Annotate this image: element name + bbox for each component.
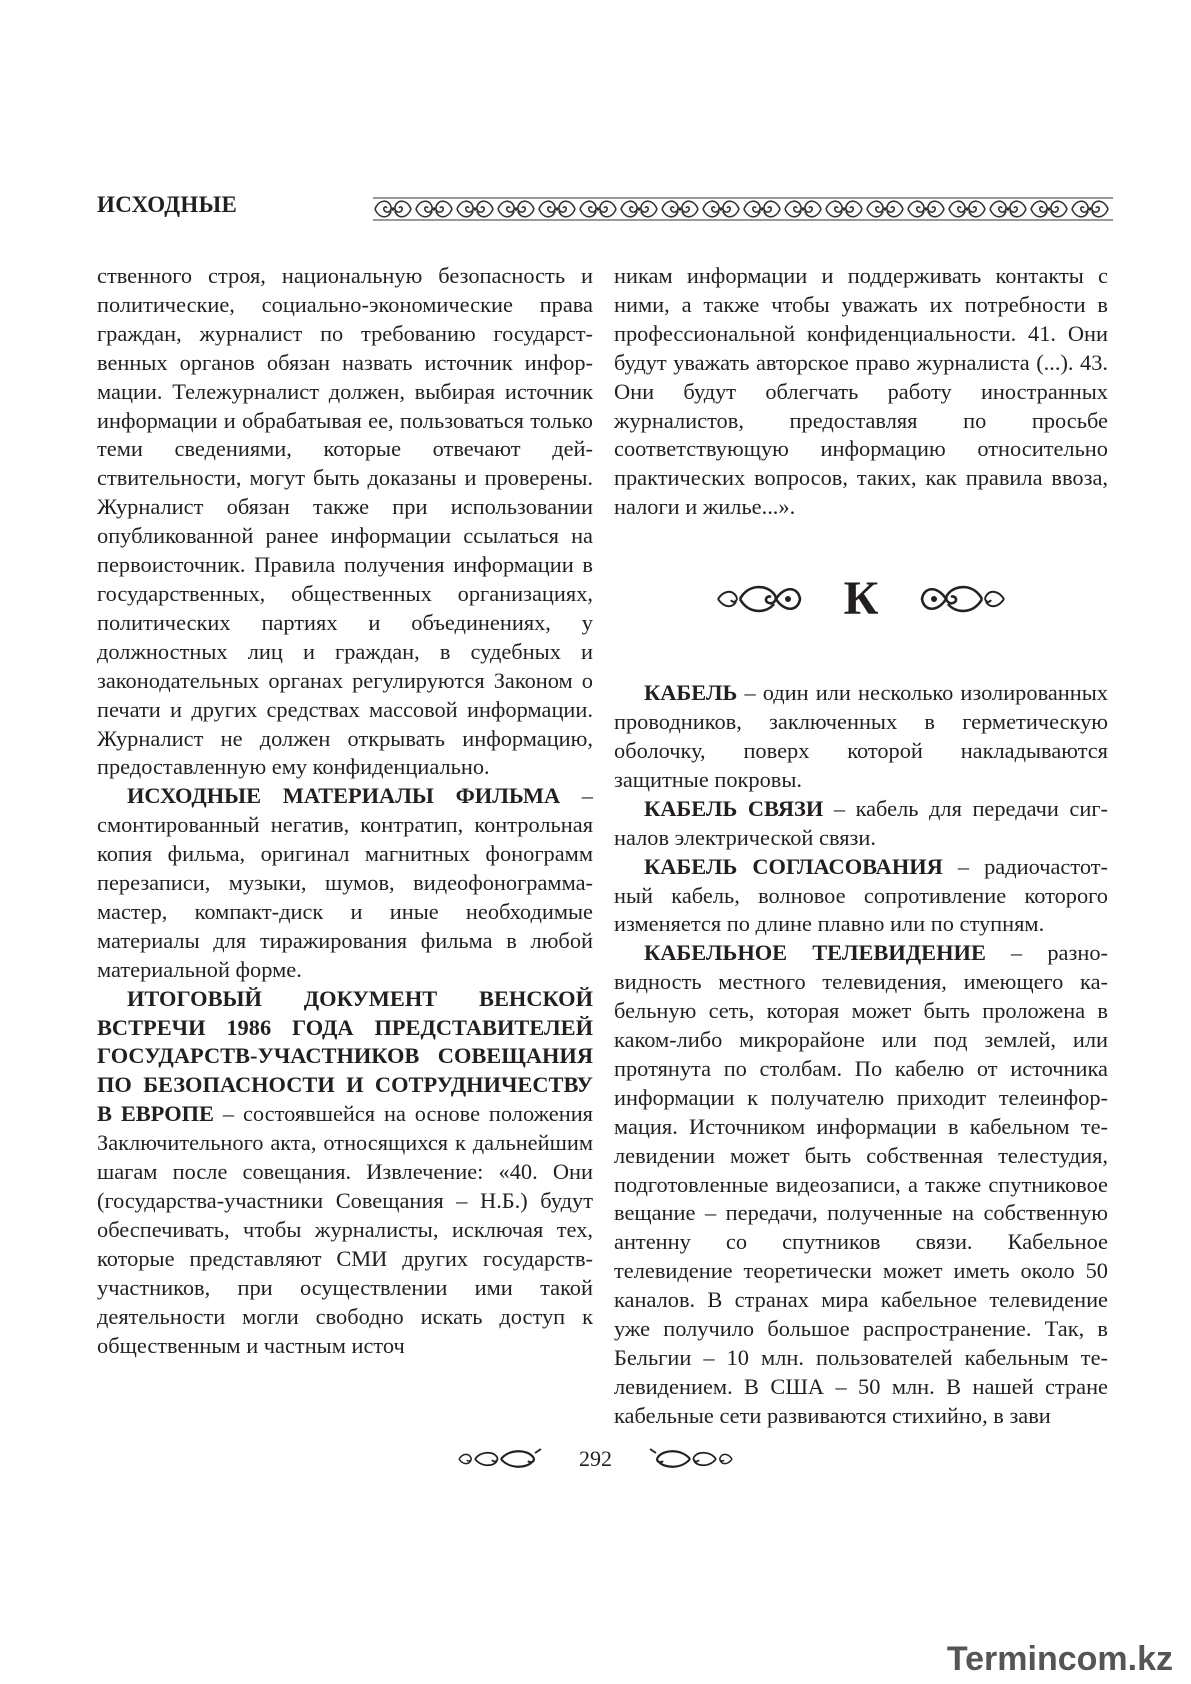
entry-definition: – кабель для передачи сигналов электрической связи. — [614, 795, 1108, 850]
running-header: ИСХОДНЫЕ — [97, 192, 238, 217]
right-swirl-ornament — [918, 576, 1008, 622]
site-watermark: Termincom.kz — [946, 1640, 1173, 1678]
left-column — [97, 262, 593, 1360]
page-footer — [0, 1446, 1191, 1472]
section-letter-divider — [614, 536, 1108, 661]
entry-kabel-svyazi — [614, 795, 1108, 853]
entry-definition: – состоявшейся на основе положения Заключительного акта, относящихся к дальнейшим шагам после совещания. Извлечение: «40. Они (государства-участники Совещания – Н.Б.) будут обеспечивать, чтобы журналисты, исключая тех, которые представляют СМИ других государств-участников, при осуществлении ими такой деятельности могли свободно искать доступ к общественным и частным источ — [97, 1101, 593, 1358]
paragraph-continuation: ственного строя, национальную безопасность и политические, социально-экономические права граждан, журналист по требованию государственных органов обязан назвать источник информации. Тележурналист должен, выбирая источник информации и обрабатывая ее, пользоваться только теми сведениями, которые отвечают действительности, могут быть доказаны и проверены. Журналист обязан также при использовании опубликованной ранее информации ссылаться на первоисточник. Правила получения информации в государственных, общественных организациях, политических партиях и объединениях, у должностных лиц и граждан, в судебных и законодательных органах регулируются Законом о печати и других средствах массовой информации. Журналист не должен открывать информацию, предоставленную ему конфиденциально. — [97, 263, 593, 780]
entry-kabel — [614, 679, 1108, 795]
entry-definition: – смонтированный негатив, контратип, контрольная копия фильма, оригинал магнитных фонограмм перезаписи, музыки, шумов, видеофонограмма-мастер, компакт-диск и иные необходимые материалы для тиражирования фильма в любой материальной форме. — [97, 783, 594, 982]
page-number: 292 — [579, 1446, 612, 1471]
entry-definition: – разновидность местного телевидения, имеющего кабельную сеть, которая может быть проложена в каком-либо микрорайоне или под землей, или протянута по столбам. По кабелю от источника информации к получателю приходит телеинформация. Источником информации в кабельном телевидении может быть собственная телестудия, подготовленные видеозаписи, а также спутниковое вещание – передачи, полученные на собственную антенну со спутников связи. Кабельное телевидение теоретически может иметь около 50 каналов. В странах мира кабельное телевидение уже получило большое распространение. Так, в Бельгии – 10 млн. пользователей кабельным телевидением. В США – 50 млн. В нашей стране кабельные сети развиваются стихийно, в зави — [614, 940, 1108, 1428]
entry-term: КАБЕЛЬНОЕ ТЕЛЕВИДЕНИЕ — [644, 940, 986, 966]
entry-term: ИСХОДНЫЕ МАТЕРИАЛЫ ФИЛЬМА — [127, 783, 561, 809]
entry-definition: – радиочастотный кабель, волновое сопротивление которого изменяется по длине плавно или по ступням. — [614, 853, 1109, 937]
entry-kabel-soglasovaniya — [614, 853, 1108, 940]
left-swirl-ornament — [714, 576, 804, 622]
header-ornament-band — [373, 196, 1113, 222]
entry-definition: – один или несколько изолированных проводников, заключенных в герметическую оболочку, поверх которой накладываются защитные покровы. — [614, 680, 1108, 792]
entry-kabelnoe-televidenie — [614, 939, 1108, 1430]
footer-right-ornament-icon — [648, 1447, 734, 1471]
right-column — [614, 262, 1108, 1431]
entry-term: КАБЕЛЬ СВЯЗИ — [644, 795, 824, 821]
entry-term: КАБЕЛЬ СОГЛАСОВАНИЯ — [644, 853, 943, 879]
paragraph-continuation: никам информации и поддерживать контакты с ними, а также чтобы уважать их потребности в профессиональной конфиденциальности. 41. Они будут уважать авторское право журналиста (...). 43. Они будут облегчать работу иностранных журналистов, предоставляя по просьбе соответствующую информацию относительно практических вопросов, таких, как правила ввоза, налоги и жилье...». — [614, 263, 1108, 520]
section-letter: К — [843, 571, 879, 625]
entry-term: ИТОГОВЫЙ ДОКУМЕНТ ВЕНСКОЙ ВСТРЕЧИ 1986 ГОДА ПРЕДСТАВИТЕЛЕЙ ГОСУДАРСТВ-УЧАСТНИКОВ СОВЕЩАНИЯ ПО БЕЗОПАСНОСТИ И СОТРУДНИЧЕСТВУ В ЕВРОПЕ — [97, 985, 593, 1127]
entry-term: КАБЕЛЬ — [644, 680, 738, 706]
entry-itogovyi-dokument — [97, 985, 593, 1361]
entry-ishodnye-materialy — [97, 782, 593, 984]
footer-left-ornament-icon — [457, 1447, 543, 1471]
